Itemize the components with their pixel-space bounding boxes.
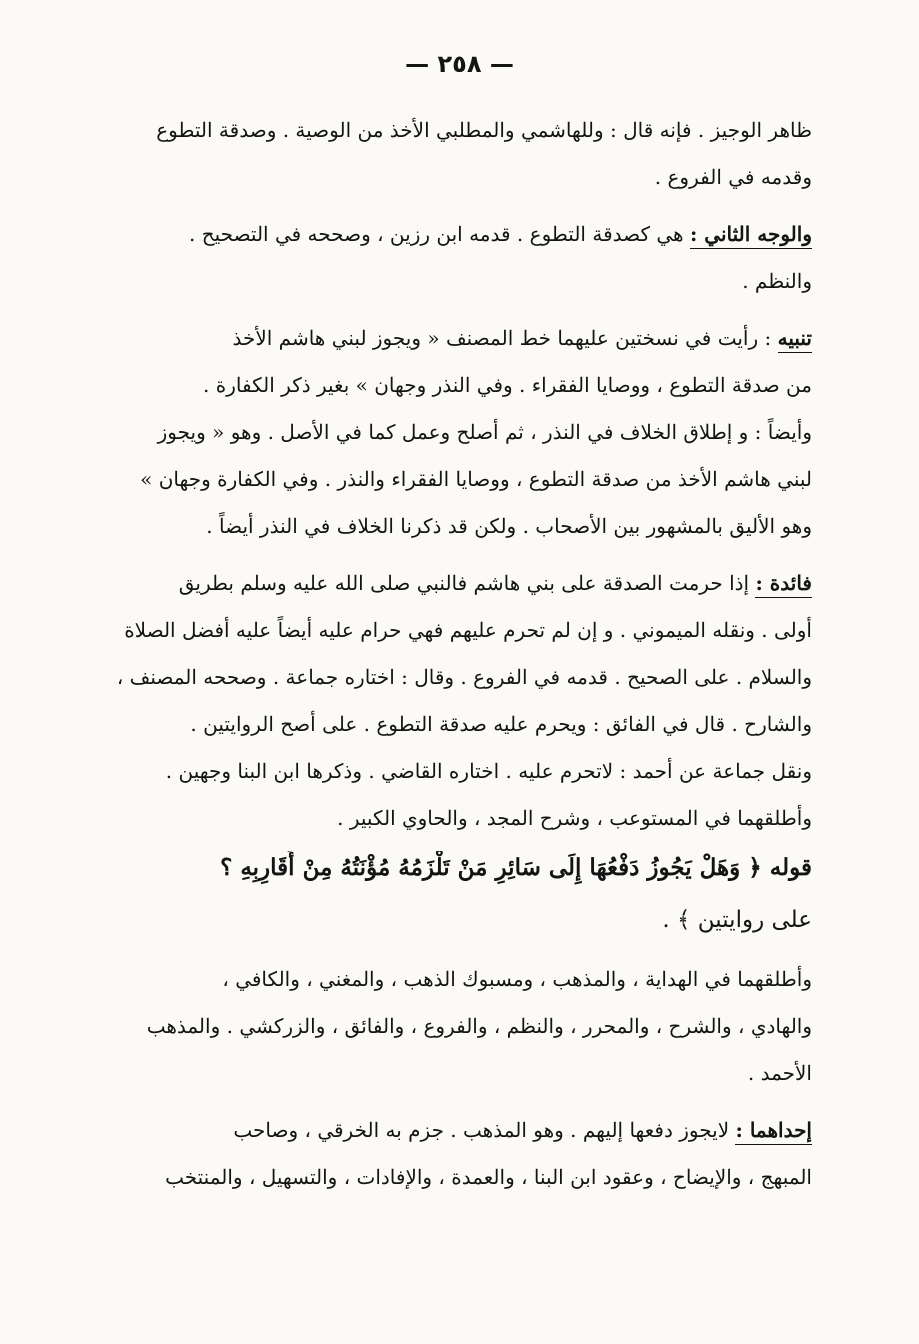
- section-lead: فائدة :: [755, 571, 812, 598]
- text-line: والهادي ، والشرح ، والمحرر ، والنظم ، والفروع ، والفائق ، والزركشي . والمذهب: [146, 1014, 812, 1038]
- line-text: لايجوز دفعها إليهم . وهو المذهب . جزم به الخرقي ، وصاحب: [233, 1118, 736, 1142]
- text-line: والشارح . قال في الفائق : ويحرم عليه صدقة التطوع . على أصح الروايتين .: [190, 712, 812, 736]
- text-line: وهو الأليق بالمشهور بين الأصحاب . ولكن قد ذكرنا الخلاف في النذر أيضاً .: [206, 514, 812, 538]
- text-line: وقدمه في الفروع .: [654, 165, 812, 189]
- line-text: إذا حرمت الصدقة على بني هاشم فالنبي صلى الله عليه وسلم بطريق: [178, 571, 756, 595]
- text-line: وأطلقهما في المستوعب ، وشرح المجد ، والحاوي الكبير .: [337, 806, 812, 830]
- text-line: والنظم .: [742, 269, 812, 293]
- text-line: أولى . ونقله الميموني . و إن لم تحرم عليهم فهي حرام عليه أيضاً عليه أفضل الصلاة: [124, 618, 812, 642]
- section-lead: إحداهما :: [735, 1118, 812, 1145]
- page-body: [104, 116, 812, 1210]
- text-line: على روايتين ﴾ .: [662, 907, 812, 933]
- text-line: [104, 220, 812, 267]
- text-line: [104, 324, 812, 371]
- section-lead: قوله: [769, 854, 812, 881]
- line-text: هي كصدقة التطوع . قدمه ابن رزين ، وصححه في التصحيح .: [189, 222, 690, 246]
- quoted-text: ﴿ وَهَلْ يَجُوزُ دَفْعُهَا إِلَى سَائِرِ مَنْ تَلْزَمُهُ مُؤْنَتُهُ مِنْ أَقَارِبِهِ ؟: [220, 854, 770, 881]
- section-lead: والوجه الثاني :: [690, 222, 812, 249]
- text-line: لبني هاشم الأخذ من صدقة التطوع ، ووصايا الفقراء والنذر . وفي الكفارة وجهان »: [140, 467, 812, 491]
- line-text: : رأيت في نسختين عليهما خط المصنف « ويجوز لبني هاشم الأخذ: [232, 326, 778, 350]
- text-line: وأيضاً : و إطلاق الخلاف في النذر ، ثم أصلح وعمل كما في الأصل . وهو « ويجوز: [157, 420, 812, 444]
- text-line: [104, 569, 812, 616]
- text-line: [104, 1116, 812, 1163]
- section-lead: تنبيه: [778, 326, 812, 353]
- text-line: من صدقة التطوع ، ووصايا الفقراء . وفي النذر وجهان » بغير ذكر الكفارة .: [203, 373, 812, 397]
- text-line: ونقل جماعة عن أحمد : لاتحرم عليه . اختاره القاضي . وذكرها ابن البنا وجهين .: [165, 759, 812, 783]
- text-line: ظاهر الوجيز . فإنه قال : وللهاشمي والمطلبي الأخذ من الوصية . وصدقة التطوع: [156, 118, 812, 142]
- text-line: الأحمد .: [747, 1061, 812, 1085]
- text-line: وأطلقهما في الهداية ، والمذهب ، ومسبوك الذهب ، والمغني ، والكافي ،: [222, 967, 812, 991]
- page-number: — ٢٥٨ —: [405, 50, 514, 78]
- text-line: والسلام . على الصحيح . قدمه في الفروع . وقال : اختاره جماعة . وصححه المصنف ،: [116, 665, 812, 689]
- text-line: المبهج ، والإيضاح ، وعقود ابن البنا ، والعمدة ، والإفادات ، والتسهيل ، والمنتخب: [165, 1165, 812, 1189]
- text-line: [104, 851, 812, 903]
